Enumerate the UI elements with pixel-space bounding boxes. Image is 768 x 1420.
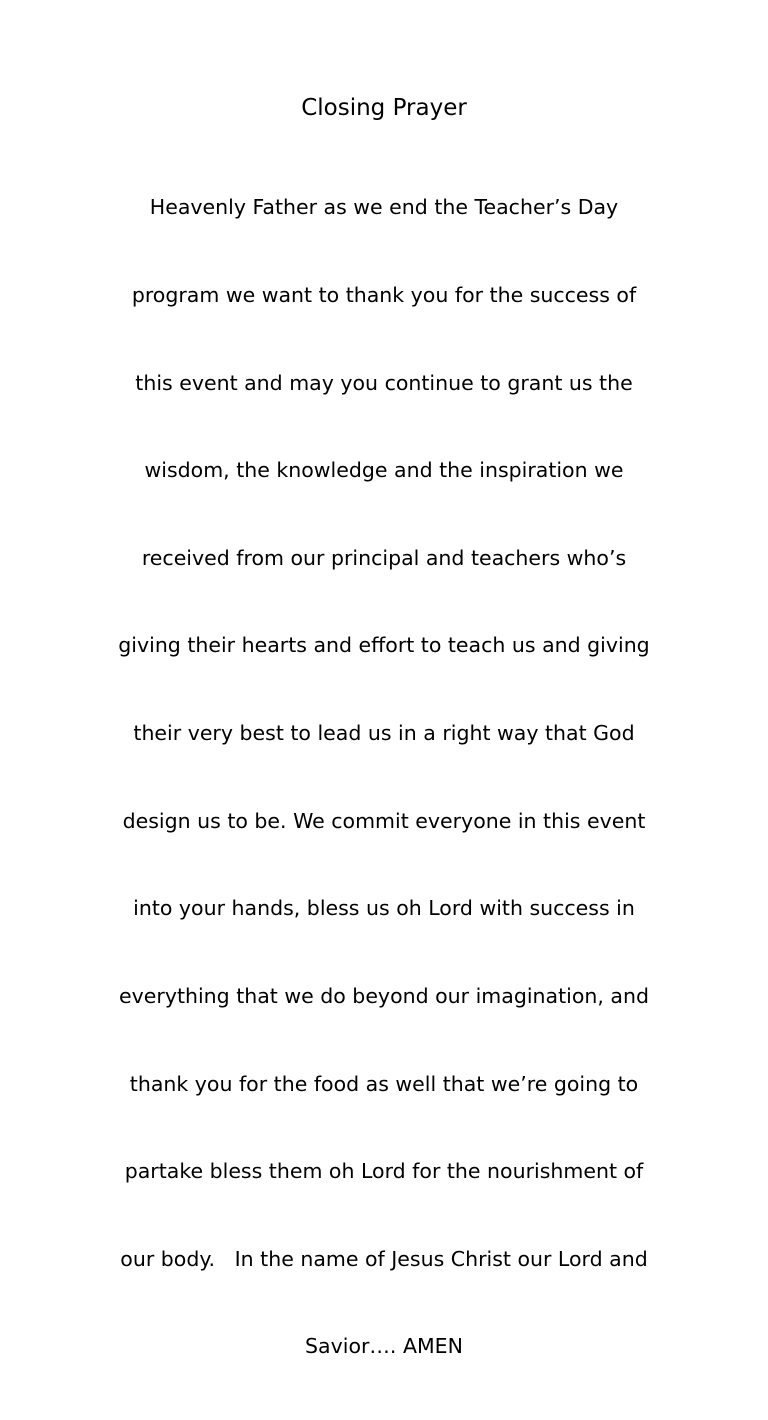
prayer-text (84, 135, 684, 1420)
prayer-line: this event and may you continue to grant us the (135, 370, 633, 395)
prayer-line: thank you for the food as well that we’re going to (129, 1071, 639, 1096)
prayer-line: partake bless them oh Lord for the nourishment of (124, 1159, 644, 1184)
prayer-line: giving their hearts and effort to teach us and giving (118, 633, 650, 658)
prayer-line: their very best to lead us in a right way that God (133, 721, 635, 746)
prayer-line: Heavenly Father as we end the Teacher’s Day (149, 195, 619, 220)
prayer-line: received from our principal and teachers who’s (141, 545, 627, 570)
prayer-line: design us to be. We commit everyone in this event (122, 808, 646, 833)
prayer-line: wisdom, the knowledge and the inspiration we (144, 458, 624, 483)
page-title: Closing Prayer (301, 95, 467, 121)
prayer-line: program we want to thank you for the success of (131, 283, 637, 308)
prayer-line: Savior…. AMEN (305, 1334, 463, 1359)
prayer-line: everything that we do beyond our imagination, and (119, 983, 649, 1008)
prayer-line: our body. In the name of Jesus Christ our Lord and (120, 1246, 648, 1271)
prayer-line: into your hands, bless us oh Lord with success in (133, 896, 635, 921)
